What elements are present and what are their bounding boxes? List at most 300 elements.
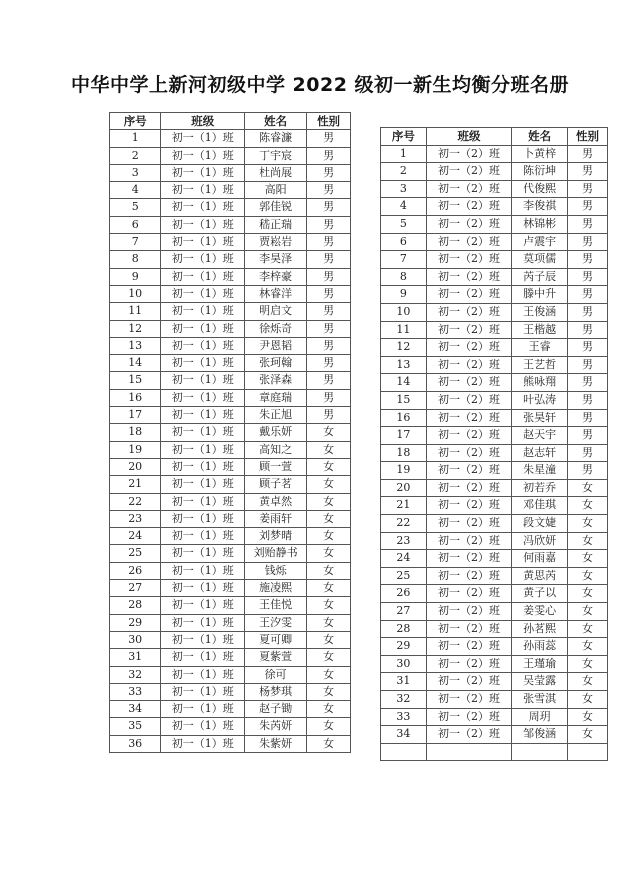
cell-class: 初一（1）班 [161, 631, 245, 648]
cell-class: 初一（2）班 [426, 180, 512, 198]
cell-class: 初一（2）班 [426, 655, 512, 673]
cell-seq: 12 [110, 320, 161, 337]
cell-gender: 女 [567, 532, 607, 550]
table-row [381, 391, 608, 409]
cell-name: 夏可卿 [245, 631, 307, 648]
cell-gender: 男 [307, 268, 351, 285]
cell-seq: 11 [110, 303, 161, 320]
cell-name: 章庭瑞 [245, 389, 307, 406]
cell-name: 陈衍坤 [512, 163, 568, 181]
cell-seq: 28 [110, 597, 161, 614]
cell-class: 初一（2）班 [426, 691, 512, 709]
cell-gender: 男 [567, 303, 607, 321]
cell-name: 卢震宇 [512, 233, 568, 251]
cell-class: 初一（2）班 [426, 145, 512, 163]
table-row [381, 655, 608, 673]
cell-gender: 女 [567, 726, 607, 744]
cell-class: 初一（2）班 [426, 286, 512, 304]
cell-class: 初一（1）班 [161, 234, 245, 251]
cell-seq: 17 [381, 427, 427, 445]
cell-class: 初一（2）班 [426, 391, 512, 409]
cell-seq: 1 [381, 145, 427, 163]
table-row [110, 268, 351, 285]
cell-gender: 女 [307, 458, 351, 475]
cell-gender: 男 [567, 339, 607, 357]
cell-name: 赵天宇 [512, 427, 568, 445]
cell-name: 王艺哲 [512, 356, 568, 374]
cell-gender: 女 [567, 691, 607, 709]
table-row [381, 215, 608, 233]
cell-seq: 33 [381, 708, 427, 726]
cell-seq: 13 [381, 356, 427, 374]
cell-class: 初一（2）班 [426, 515, 512, 533]
cell-gender: 女 [307, 545, 351, 562]
cell-name: 明启文 [245, 303, 307, 320]
cell-name: 莫项儒 [512, 251, 568, 269]
cell-name: 姜雯心 [512, 603, 568, 621]
table-row [110, 562, 351, 579]
cell-name: 张珂翰 [245, 355, 307, 372]
table-row [110, 216, 351, 233]
cell-gender: 女 [307, 735, 351, 752]
table-row [381, 409, 608, 427]
cell-name: 施凌熙 [245, 580, 307, 597]
cell-seq: 5 [110, 199, 161, 216]
cell-name: 熊咏翔 [512, 374, 568, 392]
cell-name: 丁宇宸 [245, 147, 307, 164]
cell-class: 初一（2）班 [426, 726, 512, 744]
cell-name: 李昊泽 [245, 251, 307, 268]
cell-class: 初一（2）班 [426, 708, 512, 726]
cell-seq: 16 [110, 389, 161, 406]
cell-seq: 29 [110, 614, 161, 631]
cell-gender: 女 [307, 718, 351, 735]
table-row [110, 389, 351, 406]
cell-gender: 男 [567, 163, 607, 181]
cell-class: 初一（1）班 [161, 147, 245, 164]
table-row [381, 233, 608, 251]
table-row [110, 545, 351, 562]
header-seq: 序号 [110, 113, 161, 130]
cell-seq: 12 [381, 339, 427, 357]
cell-class: 初一（1）班 [161, 130, 245, 147]
table-row [110, 580, 351, 597]
table-row [381, 339, 608, 357]
table-row [110, 441, 351, 458]
class-2-roster-table [380, 127, 608, 761]
cell-gender: 男 [307, 234, 351, 251]
cell-gender: 男 [307, 303, 351, 320]
table-row [110, 164, 351, 181]
header-name: 姓名 [512, 128, 568, 146]
cell-seq: 4 [110, 182, 161, 199]
cell-gender: 女 [567, 638, 607, 656]
cell-gender: 女 [567, 567, 607, 585]
table-row [381, 638, 608, 656]
cell-gender: 女 [307, 580, 351, 597]
table-row [110, 355, 351, 372]
cell-seq: 7 [381, 251, 427, 269]
cell-name: 叶弘涛 [512, 391, 568, 409]
cell-seq: 33 [110, 683, 161, 700]
table-row [381, 286, 608, 304]
table-row [110, 407, 351, 424]
cell-gender: 女 [307, 649, 351, 666]
cell-gender: 女 [307, 666, 351, 683]
table-row [381, 743, 608, 761]
table-row [110, 337, 351, 354]
cell-name: 高阳 [245, 182, 307, 199]
cell-name: 吴莹露 [512, 673, 568, 691]
table-row [381, 585, 608, 603]
table-row [381, 251, 608, 269]
cell-class: 初一（1）班 [161, 545, 245, 562]
cell-name: 张雪淇 [512, 691, 568, 709]
cell-class: 初一（1）班 [161, 666, 245, 683]
cell-class: 初一（1）班 [161, 355, 245, 372]
cell-gender: 男 [307, 337, 351, 354]
cell-class: 初一（2）班 [426, 374, 512, 392]
cell-name: 顾子茗 [245, 476, 307, 493]
cell-class: 初一（2）班 [426, 550, 512, 568]
cell-name: 王楷越 [512, 321, 568, 339]
cell-gender: 男 [567, 374, 607, 392]
cell-gender: 男 [567, 145, 607, 163]
cell-class: 初一（2）班 [426, 215, 512, 233]
cell-name: 刘贻静书 [245, 545, 307, 562]
cell-seq: 36 [110, 735, 161, 752]
cell-class [426, 743, 512, 761]
cell-seq: 26 [381, 585, 427, 603]
table-row [110, 666, 351, 683]
cell-seq: 23 [110, 510, 161, 527]
cell-gender: 男 [567, 356, 607, 374]
cell-name: 李梓豪 [245, 268, 307, 285]
cell-class: 初一（1）班 [161, 562, 245, 579]
cell-seq: 19 [110, 441, 161, 458]
cell-seq: 4 [381, 198, 427, 216]
cell-name: 初若乔 [512, 479, 568, 497]
header-class: 班级 [161, 113, 245, 130]
cell-class: 初一（1）班 [161, 320, 245, 337]
cell-class: 初一（2）班 [426, 233, 512, 251]
cell-gender: 男 [567, 321, 607, 339]
cell-class: 初一（2）班 [426, 603, 512, 621]
table-row [381, 145, 608, 163]
cell-gender: 女 [307, 510, 351, 527]
table-row [381, 268, 608, 286]
header-class: 班级 [426, 128, 512, 146]
table-row [381, 532, 608, 550]
cell-class: 初一（2）班 [426, 585, 512, 603]
cell-gender: 男 [307, 130, 351, 147]
cell-gender: 女 [307, 441, 351, 458]
cell-gender: 男 [567, 198, 607, 216]
cell-class: 初一（1）班 [161, 407, 245, 424]
header-name: 姓名 [245, 113, 307, 130]
table-row [381, 163, 608, 181]
cell-class: 初一（1）班 [161, 337, 245, 354]
table-row [110, 320, 351, 337]
table-row [110, 597, 351, 614]
table-row [381, 462, 608, 480]
cell-name: 黄子以 [512, 585, 568, 603]
cell-class: 初一（2）班 [426, 427, 512, 445]
cell-seq: 6 [110, 216, 161, 233]
cell-gender: 女 [567, 479, 607, 497]
cell-gender: 男 [567, 462, 607, 480]
cell-seq: 22 [381, 515, 427, 533]
cell-class: 初一（2）班 [426, 532, 512, 550]
table-header-row [110, 113, 351, 130]
table-row [110, 130, 351, 147]
cell-name: 冯欣妍 [512, 532, 568, 550]
cell-seq: 34 [381, 726, 427, 744]
cell-seq: 31 [110, 649, 161, 666]
cell-name: 尹恩韬 [245, 337, 307, 354]
cell-name: 顾一萱 [245, 458, 307, 475]
cell-name: 赵志轩 [512, 444, 568, 462]
cell-name: 卜黄梓 [512, 145, 568, 163]
cell-class: 初一（2）班 [426, 444, 512, 462]
cell-name: 张泽森 [245, 372, 307, 389]
cell-gender: 男 [307, 320, 351, 337]
cell-gender: 女 [567, 708, 607, 726]
cell-name: 徐烁奇 [245, 320, 307, 337]
cell-name: 孙雨蕊 [512, 638, 568, 656]
cell-name: 芮子辰 [512, 268, 568, 286]
table-row [110, 701, 351, 718]
table-row [381, 603, 608, 621]
cell-gender: 男 [307, 164, 351, 181]
table-row [381, 198, 608, 216]
cell-name: 嵇正瑞 [245, 216, 307, 233]
cell-name: 徐可 [245, 666, 307, 683]
cell-name: 孙茗熙 [512, 620, 568, 638]
cell-seq: 24 [381, 550, 427, 568]
cell-name: 朱紫妍 [245, 735, 307, 752]
cell-class: 初一（1）班 [161, 303, 245, 320]
cell-seq: 15 [381, 391, 427, 409]
cell-name: 李俊祺 [512, 198, 568, 216]
table-header-row [381, 128, 608, 146]
cell-seq: 31 [381, 673, 427, 691]
cell-seq: 6 [381, 233, 427, 251]
cell-gender: 女 [567, 655, 607, 673]
cell-gender: 女 [567, 620, 607, 638]
cell-gender: 男 [307, 355, 351, 372]
cell-class: 初一（1）班 [161, 493, 245, 510]
table-row [110, 182, 351, 199]
cell-gender: 男 [307, 216, 351, 233]
cell-gender: 女 [307, 701, 351, 718]
cell-seq: 23 [381, 532, 427, 550]
cell-name: 夏紫萱 [245, 649, 307, 666]
cell-class: 初一（1）班 [161, 268, 245, 285]
cell-gender [567, 743, 607, 761]
cell-gender: 男 [567, 391, 607, 409]
cell-name: 郭佳锐 [245, 199, 307, 216]
cell-gender: 女 [307, 631, 351, 648]
cell-seq: 10 [110, 285, 161, 302]
table-row [110, 614, 351, 631]
cell-gender: 女 [307, 528, 351, 545]
cell-name: 赵子锄 [245, 701, 307, 718]
table-row [110, 372, 351, 389]
cell-gender: 男 [567, 286, 607, 304]
cell-name: 周玥 [512, 708, 568, 726]
cell-seq: 14 [110, 355, 161, 372]
table-row [110, 718, 351, 735]
cell-seq: 9 [381, 286, 427, 304]
cell-gender: 男 [307, 389, 351, 406]
cell-gender: 男 [567, 180, 607, 198]
cell-gender: 女 [307, 562, 351, 579]
cell-gender: 男 [307, 199, 351, 216]
table-row [381, 374, 608, 392]
cell-gender: 男 [307, 372, 351, 389]
cell-name: 滕中升 [512, 286, 568, 304]
cell-name: 黄思芮 [512, 567, 568, 585]
cell-gender: 男 [307, 407, 351, 424]
cell-name: 邓佳琪 [512, 497, 568, 515]
cell-name: 杨梦琪 [245, 683, 307, 700]
table-row [110, 147, 351, 164]
cell-class: 初一（1）班 [161, 476, 245, 493]
table-row [381, 303, 608, 321]
cell-seq: 27 [110, 580, 161, 597]
table-row [381, 550, 608, 568]
cell-gender: 女 [307, 476, 351, 493]
cell-name: 高知之 [245, 441, 307, 458]
table-row [110, 510, 351, 527]
table-row [110, 631, 351, 648]
cell-name: 张昊轩 [512, 409, 568, 427]
cell-seq: 18 [381, 444, 427, 462]
cell-seq: 30 [110, 631, 161, 648]
page-title: 中华中学上新河初级中学 2022 级初一新生均衡分班名册 [70, 74, 570, 96]
table-row [381, 356, 608, 374]
table-row [110, 303, 351, 320]
cell-class: 初一（1）班 [161, 441, 245, 458]
cell-class: 初一（2）班 [426, 497, 512, 515]
cell-class: 初一（1）班 [161, 164, 245, 181]
class-1-roster-table [109, 112, 351, 753]
table-row [110, 683, 351, 700]
cell-name: 朱星潼 [512, 462, 568, 480]
table-row [381, 567, 608, 585]
cell-seq: 30 [381, 655, 427, 673]
cell-gender: 男 [567, 268, 607, 286]
table-row [110, 424, 351, 441]
cell-seq: 25 [381, 567, 427, 585]
table-row [381, 673, 608, 691]
cell-gender: 男 [307, 147, 351, 164]
cell-seq: 29 [381, 638, 427, 656]
cell-seq: 22 [110, 493, 161, 510]
cell-seq: 32 [110, 666, 161, 683]
cell-class: 初一（1）班 [161, 199, 245, 216]
cell-class: 初一（1）班 [161, 528, 245, 545]
cell-gender: 女 [567, 550, 607, 568]
cell-seq: 5 [381, 215, 427, 233]
cell-class: 初一（2）班 [426, 620, 512, 638]
cell-seq: 18 [110, 424, 161, 441]
cell-seq: 21 [381, 497, 427, 515]
cell-seq: 3 [381, 180, 427, 198]
cell-gender: 男 [307, 182, 351, 199]
cell-gender: 女 [567, 585, 607, 603]
cell-class: 初一（2）班 [426, 673, 512, 691]
cell-gender: 女 [307, 493, 351, 510]
table-row [110, 234, 351, 251]
table-row [110, 528, 351, 545]
cell-gender: 男 [307, 251, 351, 268]
header-seq: 序号 [381, 128, 427, 146]
table-row [381, 427, 608, 445]
header-gender: 性别 [307, 113, 351, 130]
cell-class: 初一（1）班 [161, 649, 245, 666]
cell-class: 初一（1）班 [161, 285, 245, 302]
table-row [381, 708, 608, 726]
cell-gender: 男 [567, 427, 607, 445]
cell-seq: 8 [381, 268, 427, 286]
cell-class: 初一（1）班 [161, 216, 245, 233]
cell-gender: 女 [307, 614, 351, 631]
cell-gender: 男 [567, 233, 607, 251]
cell-name: 钱烁 [245, 562, 307, 579]
cell-seq: 7 [110, 234, 161, 251]
cell-gender: 男 [307, 285, 351, 302]
table-row [381, 515, 608, 533]
cell-seq: 28 [381, 620, 427, 638]
cell-seq: 15 [110, 372, 161, 389]
cell-class: 初一（2）班 [426, 198, 512, 216]
cell-name: 朱正旭 [245, 407, 307, 424]
cell-class: 初一（2）班 [426, 409, 512, 427]
cell-gender: 男 [567, 444, 607, 462]
cell-seq: 20 [381, 479, 427, 497]
cell-seq: 24 [110, 528, 161, 545]
table-row [381, 180, 608, 198]
cell-seq: 20 [110, 458, 161, 475]
table-row [381, 479, 608, 497]
cell-gender: 女 [567, 515, 607, 533]
cell-seq: 32 [381, 691, 427, 709]
header-gender: 性别 [567, 128, 607, 146]
cell-class: 初一（1）班 [161, 372, 245, 389]
cell-name: 林睿洋 [245, 285, 307, 302]
cell-class: 初一（1）班 [161, 182, 245, 199]
cell-name: 姜雨轩 [245, 510, 307, 527]
cell-name: 邹俊涵 [512, 726, 568, 744]
table-row [110, 458, 351, 475]
cell-seq: 9 [110, 268, 161, 285]
cell-seq: 13 [110, 337, 161, 354]
cell-seq: 3 [110, 164, 161, 181]
cell-name: 段文婕 [512, 515, 568, 533]
cell-name: 杜尚展 [245, 164, 307, 181]
cell-class: 初一（1）班 [161, 718, 245, 735]
cell-class: 初一（1）班 [161, 597, 245, 614]
cell-name: 王瑾瑜 [512, 655, 568, 673]
cell-seq: 25 [110, 545, 161, 562]
cell-gender: 女 [567, 497, 607, 515]
cell-class: 初一（2）班 [426, 321, 512, 339]
cell-gender: 女 [567, 603, 607, 621]
cell-class: 初一（1）班 [161, 510, 245, 527]
cell-class: 初一（1）班 [161, 424, 245, 441]
